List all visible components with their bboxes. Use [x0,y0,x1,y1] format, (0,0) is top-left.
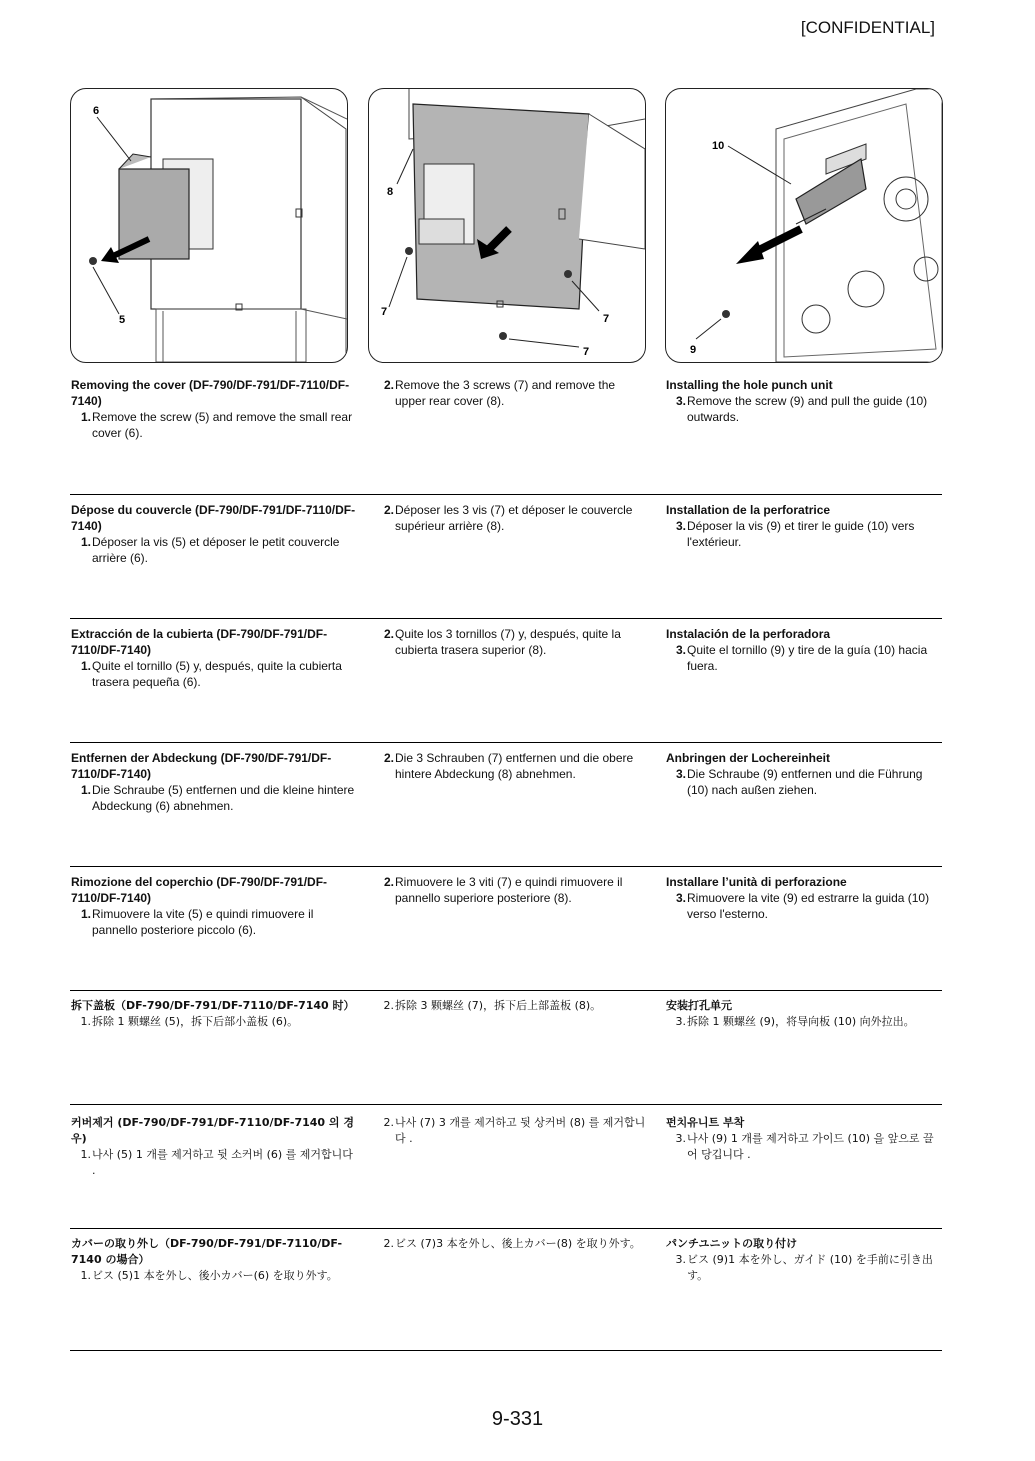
figure-upper-rear-cover [368,88,646,363]
english-col-3 [666,377,942,425]
callout-9: 9 [690,344,697,356]
spanish-col-2 [376,626,646,658]
french-col-2 [376,502,646,534]
callout-8: 8 [387,186,394,198]
illustration-hole-punch-guide [666,89,942,362]
step-text: 拆除 3 颗螺丝 (7)，拆下后上部盖板 (8)。 [395,999,602,1012]
step-number: 3. [675,1132,686,1145]
french-step-2 [376,502,646,534]
japanese-step-3 [666,1252,942,1284]
step-text: Quite el tornillo (9) y tire de la guía (10) hacia fuera. [687,643,928,673]
chinese-heading-installing: 安装打孔单元 [666,999,732,1012]
step-number: 3. [675,643,686,657]
callout-5: 5 [119,314,126,326]
japanese-col-2 [376,1236,646,1252]
step-text: Die 3 Schrauben (7) entfernen und die obere hintere Abdeckung (8) abnehmen. [395,751,634,781]
step-text: 拆除 1 颗螺丝 (9)，将导向板 (10) 向外拉出。 [687,1015,915,1028]
chinese-col-3 [666,998,942,1030]
step-number: 1. [80,1148,91,1161]
spanish-step-3 [666,642,942,674]
italian-col-2 [376,874,646,906]
korean-heading-installing: 펀치유니트 부착 [666,1116,745,1129]
step-number: 2. [383,751,394,765]
section-korean [70,1104,942,1215]
step-number: 2. [383,1116,394,1129]
english-step-1 [71,409,356,441]
japanese-heading-removing-cover: カバーの取り外し（DF-790/DF-791/DF-7110/DF-7140 の場合） [71,1237,343,1266]
step-text: Quite los 3 tornillos (7) y, después, quite la cubierta trasera superior (8). [395,627,621,657]
japanese-step-2 [376,1236,646,1252]
step-number: 2. [383,503,394,517]
chinese-step-2 [376,998,646,1014]
korean-step-3 [666,1131,942,1163]
step-text: Rimuovere la vite (5) e quindi rimuovere il pannello posteriore piccolo (6). [92,907,314,937]
spanish-heading-installing: Instalación de la perforadora [666,627,831,641]
italian-step-2 [376,874,646,906]
callout-10: 10 [712,140,725,152]
illustration-small-rear-cover [71,89,347,362]
step-number: 2. [383,1237,394,1250]
bottom-divider [70,1350,942,1351]
german-step-2 [376,750,646,782]
step-text: Déposer la vis (5) et déposer le petit couvercle arrière (6). [92,535,340,565]
section-chinese [70,990,942,1101]
section-japanese [70,1228,942,1339]
german-col-1 [71,750,356,814]
step-number: 3. [675,1015,686,1028]
step-number: 3. [675,394,686,408]
korean-col-1 [71,1115,356,1179]
step-number: 2. [383,999,394,1012]
japanese-step-1 [71,1268,356,1284]
section-spanish [70,618,942,729]
chinese-heading-removing-cover: 拆下盖板（DF-790/DF-791/DF-7110/DF-7140 时） [71,999,355,1012]
step-text: Die Schraube (9) entfernen und die Führung (10) nach außen ziehen. [687,767,923,797]
callout-6: 6 [93,105,100,117]
english-col-1 [71,377,356,441]
step-text: 나사 (9) 1 개를 제거하고 가이드 (10) 을 앞으로 끌어 당깁니다 . [687,1132,934,1161]
german-step-3 [666,766,942,798]
step-number: 2. [383,875,394,889]
step-text: ビス (7)3 本を外し、後上カバー(8) を取り外す。 [395,1237,641,1250]
step-number: 1. [80,783,91,797]
figure-hole-punch-guide [665,88,943,363]
step-text: Déposer les 3 vis (7) et déposer le couvercle supérieur arrière (8). [395,503,633,533]
japanese-heading-installing: パンチユニットの取り付け [666,1237,798,1250]
step-text: ビス (9)1 本を外し、ガイド (10) を手前に引き出す。 [687,1253,933,1282]
step-number: 1. [80,1015,91,1028]
korean-col-3 [666,1115,942,1163]
callout-7-right: 7 [603,313,610,325]
callout-7-left: 7 [381,306,388,318]
english-heading-installing: Installing the hole punch unit [666,378,833,392]
step-number: 3. [675,891,686,905]
step-number: 1. [80,1269,91,1282]
french-step-1 [71,534,356,566]
step-text: Remove the 3 screws (7) and remove the upper rear cover (8). [395,378,616,408]
italian-col-3 [666,874,942,922]
step-number: 1. [80,907,91,921]
italian-step-1 [71,906,356,938]
section-french [70,494,942,605]
step-text: Rimuovere la vite (9) ed estrarre la guida (10) verso l'esterno. [687,891,930,921]
step-number: 1. [80,410,91,424]
french-step-3 [666,518,942,550]
french-col-3 [666,502,942,550]
page-number: 9-331 [491,1408,544,1430]
japanese-col-1 [71,1236,356,1284]
step-text: ビス (5)1 本を外し、後小カバー(6) を取り外す。 [92,1269,338,1282]
step-text: 나사 (5) 1 개를 제거하고 뒷 소커버 (6) 를 제거합니다 . [92,1148,353,1177]
section-english [70,377,942,487]
english-heading-removing-cover: Removing the cover (DF-790/DF-791/DF-7110/DF-7140) [71,378,350,408]
chinese-step-1 [71,1014,356,1030]
step-number: 3. [675,519,686,533]
step-text: 나사 (7) 3 개를 제거하고 뒷 상커버 (8) 를 제거합니다 . [395,1116,646,1145]
french-heading-installing: Installation de la perforatrice [666,503,831,517]
korean-col-2 [376,1115,646,1147]
spanish-col-3 [666,626,942,674]
step-text: Quite el tornillo (5) y, después, quite la cubierta trasera pequeña (6). [92,659,342,689]
step-text: Rimuovere le 3 viti (7) e quindi rimuovere il pannello superiore posteriore (8). [395,875,623,905]
step-number: 1. [80,659,91,673]
italian-heading-removing-cover: Rimozione del coperchio (DF-790/DF-791/DF-7110/DF-7140) [71,875,328,905]
spanish-heading-removing-cover: Extracción de la cubierta (DF-790/DF-791/DF-7110/DF-7140) [71,627,328,657]
figure-small-rear-cover [70,88,348,363]
french-heading-removing-cover: Dépose du couvercle (DF-790/DF-791/DF-7110/DF-7140) [71,503,356,533]
italian-heading-installing: Installare l’unità di perforazione [666,875,847,889]
english-col-2 [376,377,646,409]
chinese-step-3 [666,1014,942,1030]
english-step-2 [376,377,646,409]
german-col-3 [666,750,942,798]
french-col-1 [71,502,356,566]
illustration-upper-rear-cover [369,89,645,362]
german-col-2 [376,750,646,782]
korean-step-2 [376,1115,646,1147]
italian-step-3 [666,890,942,922]
korean-heading-removing-cover: 커버제거 (DF-790/DF-791/DF-7110/DF-7140 의 경우) [71,1116,354,1145]
step-number: 3. [675,767,686,781]
step-text: Die Schraube (5) entfernen und die kleine hintere Abdeckung (6) abnehmen. [92,783,355,813]
step-number: 2. [383,378,394,392]
confidential-label: [CONFIDENTIAL] [800,18,935,37]
japanese-col-3 [666,1236,942,1284]
step-number: 1. [80,535,91,549]
italian-col-1 [71,874,356,938]
step-number: 2. [383,627,394,641]
step-text: 拆除 1 颗螺丝 (5)，拆下后部小盖板 (6)。 [92,1015,299,1028]
english-step-3 [666,393,942,425]
spanish-col-1 [71,626,356,690]
section-italian [70,866,942,977]
step-text: Déposer la vis (9) et tirer le guide (10) vers l'extérieur. [687,519,915,549]
spanish-step-2 [376,626,646,658]
german-heading-installing: Anbringen der Lochereinheit [666,751,831,765]
korean-step-1 [71,1147,356,1179]
german-heading-removing-cover: Entfernen der Abdeckung (DF-790/DF-791/DF-7110/DF-7140) [71,751,332,781]
step-text: Remove the screw (5) and remove the small rear cover (6). [92,410,353,440]
step-number: 3. [675,1253,686,1266]
german-step-1 [71,782,356,814]
step-text: Remove the screw (9) and pull the guide (10) outwards. [687,394,928,424]
section-german [70,742,942,853]
chinese-col-2 [376,998,646,1014]
callout-7-bottom: 7 [583,346,590,358]
spanish-step-1 [71,658,356,690]
chinese-col-1 [71,998,356,1030]
